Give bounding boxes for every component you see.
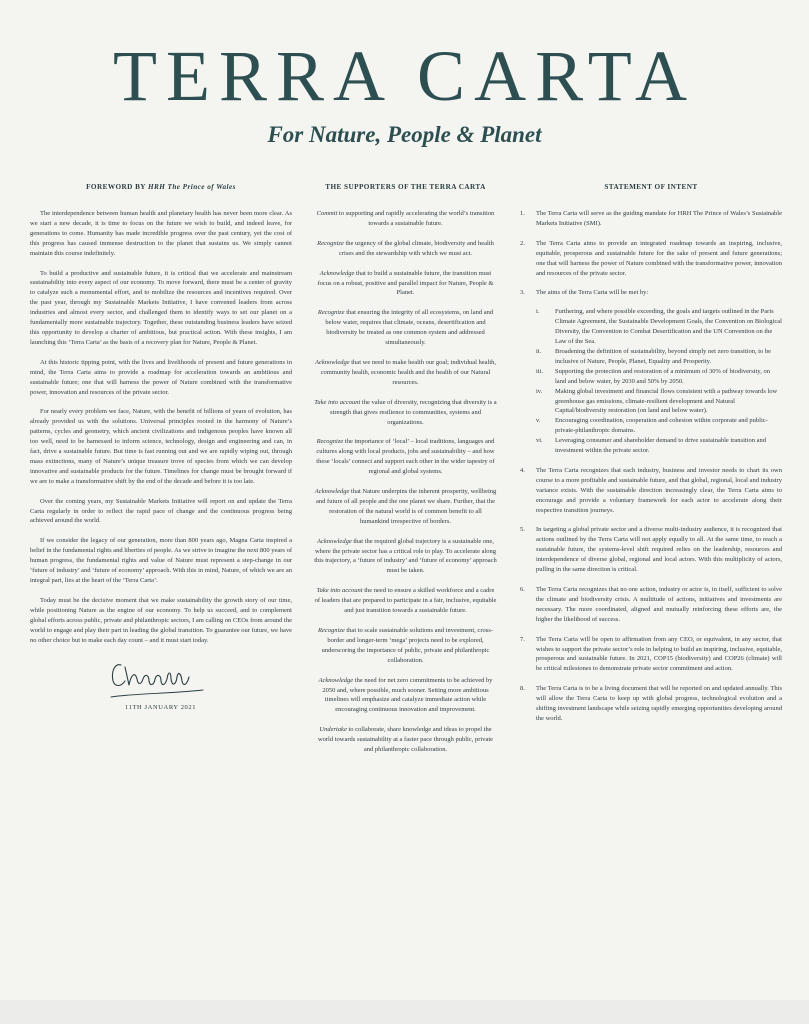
intent-item-text: In targeting a global private sector and a diverse multi-industry audience, it is recognized that actions outlined by the Terra Carta will not apply equally to all. At the same time, to reach a sustainable future, the systems-level shift required relies on the leadership, resources and interdependence of diverse global, regional and local actors. With this multiplicity of actors, pulling in the same direction is critical. — [536, 526, 782, 574]
supporter-verb: Acknowledge — [318, 676, 354, 684]
supporter-text: that to scale sustainable solutions and investment, cross-border and longer-term ‘mega’ projects need to be explored, underscoring the importance of public, private and philanthropic collaboration. — [321, 627, 493, 664]
intent-sub-item-text: Supporting the protection and restoration of a minimum of 30% of biodiversity, on land and below water, by 2030 and 50% by 2050. — [555, 367, 770, 385]
foreword-paragraph: For nearly every problem we face, Nature, with the benefit of billions of years of evolution, has already provided us with the solutions. Universal principles rooted in the harmony of Nature’s patterns, cycles and geometry, which ancient civilizations and indigenous peoples have known all too well, need to be harnessed to inform science, technology, design and engineering and can, in fact, drive a sustainable future. But time is fast running out and we are rapidly wiping out, through mass extinctions, many of Nature’s unique treasure trove of species from which we can develop innovative and sustainable products for the future. Timelines for change must be brought forward if we are to make a transformative shift by the end of the decade and before it is too late. — [30, 408, 292, 485]
intent-sub-item-number: vi. — [536, 437, 543, 445]
supporter-verb: Recognize — [318, 627, 345, 634]
supporters-column — [314, 182, 497, 765]
intent-sub-item-number: ii. — [536, 347, 542, 355]
supporter-statement — [314, 358, 497, 388]
supporter-text: to supporting and rapidly accelerating the world’s transition towards a sustainable future. — [337, 210, 495, 227]
foreword-heading-prefix: FOREWORD BY — [86, 183, 146, 191]
intent-item — [520, 288, 782, 456]
intent-item-number: 2. — [520, 239, 525, 247]
intent-item — [520, 239, 782, 279]
intent-item — [520, 525, 782, 575]
intent-item-text: The Terra Carta will be open to affirmation from any CEO, or equivalent, in any sector, that wishes to support the private sector’s role in helping to build an inspiring, inclusive, equitable, prosperous and sustainable future. In 2021, COP15 (biodiversity) and COP26 (climate) will be critical milestones to demonstrate private sector commitment and action. — [536, 635, 782, 673]
supporter-statement — [314, 487, 497, 527]
intent-item — [520, 209, 782, 229]
foreword-paragraph: The interdependence between human health and planetary health has never been more clear. As we start a new decade, it is time to focus on the future we wish to build, and indeed leave, for generations to come. Humanity has made incredible progress over the past century, yet the cost of this progress has caused immense destruction to the planet that sustains us. We simply cannot maintain this course indefinitely. — [30, 210, 292, 257]
supporter-verb: Acknowledge — [319, 269, 355, 277]
supporter-statement — [314, 308, 497, 348]
intent-sub-item-number: iv. — [536, 387, 543, 395]
supporter-text: that Nature underpins the inherent prosperity, wellbeing and future of all people and the one planet we share. Further, that the restoration of the natural world is of common benefit to all humankind irrespective of borders. — [316, 488, 497, 525]
intent-item — [520, 466, 782, 516]
intent-heading: STATEMENT OF INTENT — [604, 183, 698, 191]
foreword-paragraph: To build a productive and sustainable future, it is critical that we accelerate and mainstream sustainability into every aspect of our economy. To move forward, there must be a center of gravity to catalyze such a monumental effort, and to mobilize the resources and incentives required. Over the past year, through my Sustainable Markets Initiative, I have convened leaders from across industries and almost every sector, and challenged them to identify ways to set our planet on a fundamentally more sustainable trajectory. Together, these outstanding business leaders have seized this opportunity to develop a charter of ambitious, but practical action. With these insights, I am launching this ‘Terra Carta’ as the basis of a recovery plan for Nature, People & Planet. — [30, 269, 292, 346]
intent-item — [520, 585, 782, 625]
intent-sub-list — [536, 307, 782, 456]
intent-sub-item-text: Leveraging consumer and shareholder demand to drive sustainable transition and investment within the private sector. — [555, 437, 767, 455]
signature-image — [107, 657, 207, 703]
supporter-text: to collaborate, share knowledge and ideas to propel the world towards sustainability at a faster pace through public, private and philanthropic collaboration. — [317, 726, 494, 754]
intent-item-text: The Terra Carta recognizes that no one action, industry or actor is, in itself, sufficient to solve the climate and biodiversity crisis. A multitude of actions, initiatives and investments are necessary. The more coordinated, aligned and mutually reinforcing these efforts are, the higher the likelihood of success. — [536, 586, 782, 623]
intent-sub-item — [536, 347, 782, 367]
supporter-text: the need to ensure a skilled workforce and a cadre of leaders that are prepared to participate in a fair, inclusive, equitable and just transition towards a sustainable future. — [314, 587, 497, 615]
supporter-statement — [314, 725, 497, 755]
intent-column — [520, 182, 782, 734]
supporter-statement — [314, 239, 497, 259]
supporter-statement — [314, 626, 497, 666]
supporter-verb: Recognize — [317, 239, 344, 247]
intent-item-number: 5. — [520, 526, 525, 534]
supporter-verb: Acknowledge — [317, 537, 352, 545]
supporter-verb: Acknowledge — [314, 358, 350, 366]
foreword-heading — [30, 182, 292, 192]
foreword-paragraph: At this historic tipping point, with the lives and livelihoods of present and future generations in mind, the Terra Carta aims to provide a roadmap for acceleration towards an ambitious and sustainable future; one that will harness the power of Nature combined with the transformative power, innovation and resources of the private sector. — [30, 358, 292, 396]
supporter-verb: Take into account — [314, 398, 361, 406]
supporter-statement — [314, 398, 497, 428]
supporter-verb: Undertake — [319, 726, 347, 734]
intent-sub-item — [536, 387, 782, 417]
intent-sub-item-number: v. — [536, 417, 541, 425]
foreword-paragraph: Today must be the decisive moment that we make sustainability the growth story of our time, while positioning Nature as the engine of our economy. To help us succeed, and to complement global efforts across public, private and philanthropic sectors, I am calling on CEOs from around the world to engage and play their part in leading the global transition. To guarantee our future, we have no other choice but to make each day count – and it must start today. — [30, 596, 292, 644]
intent-item-number: 6. — [520, 586, 525, 593]
foreword-paragraph: If we consider the legacy of our generation, more than 800 years ago, Magna Carta inspired a belief in the fundamental rights and liberties of people. As we strive to imagine the next 800 years of human progress, the fundamental rights and value of Nature must represent a step-change in our ‘future of industry’ and ‘future of economy’ approach. With this in mind, Nature, of which we are an integral part, lies at the heart of the ‘Terra Carta’. — [30, 537, 292, 584]
page-subtitle: For Nature, People & Planet — [267, 122, 542, 147]
signature-date: 11TH JANUARY 2021 — [125, 704, 197, 712]
intent-item-number: 1. — [520, 210, 525, 217]
supporter-text: the value of diversity, recognizing that diversity is a strength that gives resilience to communities, systems and organizations. — [330, 398, 497, 426]
intent-item — [520, 635, 782, 675]
intent-sub-item-number: i. — [536, 308, 540, 316]
page-title: TERRA CARTA — [113, 36, 696, 116]
intent-sub-item-text: Making global investment and financial flows consistent with a pathway towards low greenhouse gas emissions, climate-resilient development and Natural Capital/biodiversity restoration (on land and below water). — [555, 387, 778, 415]
supporter-text: the urgency of the global climate, biodiversity and health crises and the stewardship with which we must act. — [338, 239, 494, 257]
intent-item-text: The Terra Carta aims to provide an integrated roadmap towards an inspiring, inclusive, equitable, prosperous and sustainable future for the sake of present and future generations; one that will harness the power of Nature combined with the transformative power, innovation and resources of the private sector. — [536, 239, 782, 277]
supporter-text: that ensuring the integrity of all ecosystems, on land and below water, requires that climate, oceans, desertification and biodiversity be treated as one common system and addressed simultaneously. — [325, 309, 494, 347]
supporter-text: the need for net zero commitments to be achieved by 2050 and, where possible, much sooner. Setting more ambitious timelines will emphasize and catalyze immediate action while encouraging continuous innovation and improvement. — [322, 676, 493, 714]
supporter-statement — [314, 676, 497, 716]
intent-item-number: 4. — [520, 466, 525, 474]
intent-item-number: 3. — [520, 289, 525, 297]
supporter-verb: Acknowledge — [314, 488, 350, 496]
supporter-verb: Commit — [316, 210, 338, 217]
supporter-statement — [314, 537, 497, 577]
supporter-text: the importance of ‘local’ – local traditions, languages and cultures along with local products, jobs and sustainability – and how these ‘locals’ connect and support each other in the wider tapestry of regional and global systems. — [316, 438, 495, 476]
supporter-verb: Recognize — [316, 438, 344, 446]
intent-sub-item-text: Broadening the definition of sustainability, beyond simply net zero transition, to be inclusive of Nature, People, Planet, Equality and Prosperity. — [555, 347, 772, 365]
supporter-statement — [314, 437, 497, 477]
intent-item-text: The Terra Carta will serve as the guiding mandate for HRH The Prince of Wales’s Sustainable Markets Initiative (SMI). — [536, 210, 782, 227]
supporter-text: that to build a sustainable future, the transition must focus on a robust, positive and parallel impact for Nature, People & Planet. — [317, 269, 494, 297]
intent-item-number: 7. — [520, 635, 525, 643]
intent-sub-item — [536, 307, 782, 347]
intent-item-text: The aims of the Terra Carta will be met by: — [536, 289, 649, 297]
foreword-paragraph: Over the coming years, my Sustainable Markets Initiative will report on and update the Terra Carta regularly in order to reflect the rapid pace of change and the continuous progress being achieved around the world. — [30, 497, 292, 525]
supporters-heading: THE SUPPORTERS OF THE TERRA CARTA — [325, 183, 486, 191]
intent-item-text: The Terra Carta recognizes that each industry, business and investor needs to chart its own course to a more profitable and sustainable future, and that global, regional, local and industry variance exists. With the sustainable direction increasingly clear, the Terra Carta aims to encourage and provide a voluntary framework for each actor to accelerate along their respective transition journeys. — [536, 466, 782, 514]
foreword-heading-name: HRH The Prince of Wales — [147, 183, 236, 191]
intent-sub-item — [536, 436, 782, 456]
foreword-column — [30, 182, 292, 711]
supporter-verb: Recognize — [317, 309, 345, 317]
supporter-text: that the required global trajectory is a sustainable one, where the private sector has a critical role to play. To accelerate along this trajectory, a ‘future of industry’ and ‘future of economy’ approach must be taken. — [314, 537, 497, 575]
supporter-statement — [314, 269, 497, 299]
intent-sub-item-text: Encouraging coordination, cooperation and cohesion within corporate and public-private-philanthropic domains. — [555, 417, 768, 435]
supporter-statement — [314, 586, 497, 616]
intent-list — [520, 209, 782, 724]
intent-item — [520, 684, 782, 724]
intent-item-text: The Terra Carta is to be a living document that will be reported on and updated annually. This will allow the Terra Carta to keep up with global progress, technological evolution and a shifting investment landscape while seizing rapidly emerging opportunities developing around the world. — [536, 685, 782, 722]
supporter-text: that we need to make health our goal; individual health, community health, economic health and the health of our Natural resources. — [320, 358, 497, 386]
intent-sub-item — [536, 367, 782, 387]
supporter-verb: Take into account — [316, 587, 363, 595]
intent-sub-item-number: iii. — [536, 367, 544, 375]
page-bottom-edge — [0, 1000, 809, 1024]
intent-sub-item — [536, 416, 782, 436]
intent-item-number: 8. — [520, 685, 525, 693]
intent-sub-item-text: Furthering, and where possible exceeding, the goals and targets outlined in the Paris Climate Agreement, the Sustainable Development Goals, the Convention on Biological Diversity, the Convention to Combat Desertification and the UN Convention on the Law of the Sea. — [555, 308, 782, 346]
supporter-statement — [314, 209, 497, 229]
